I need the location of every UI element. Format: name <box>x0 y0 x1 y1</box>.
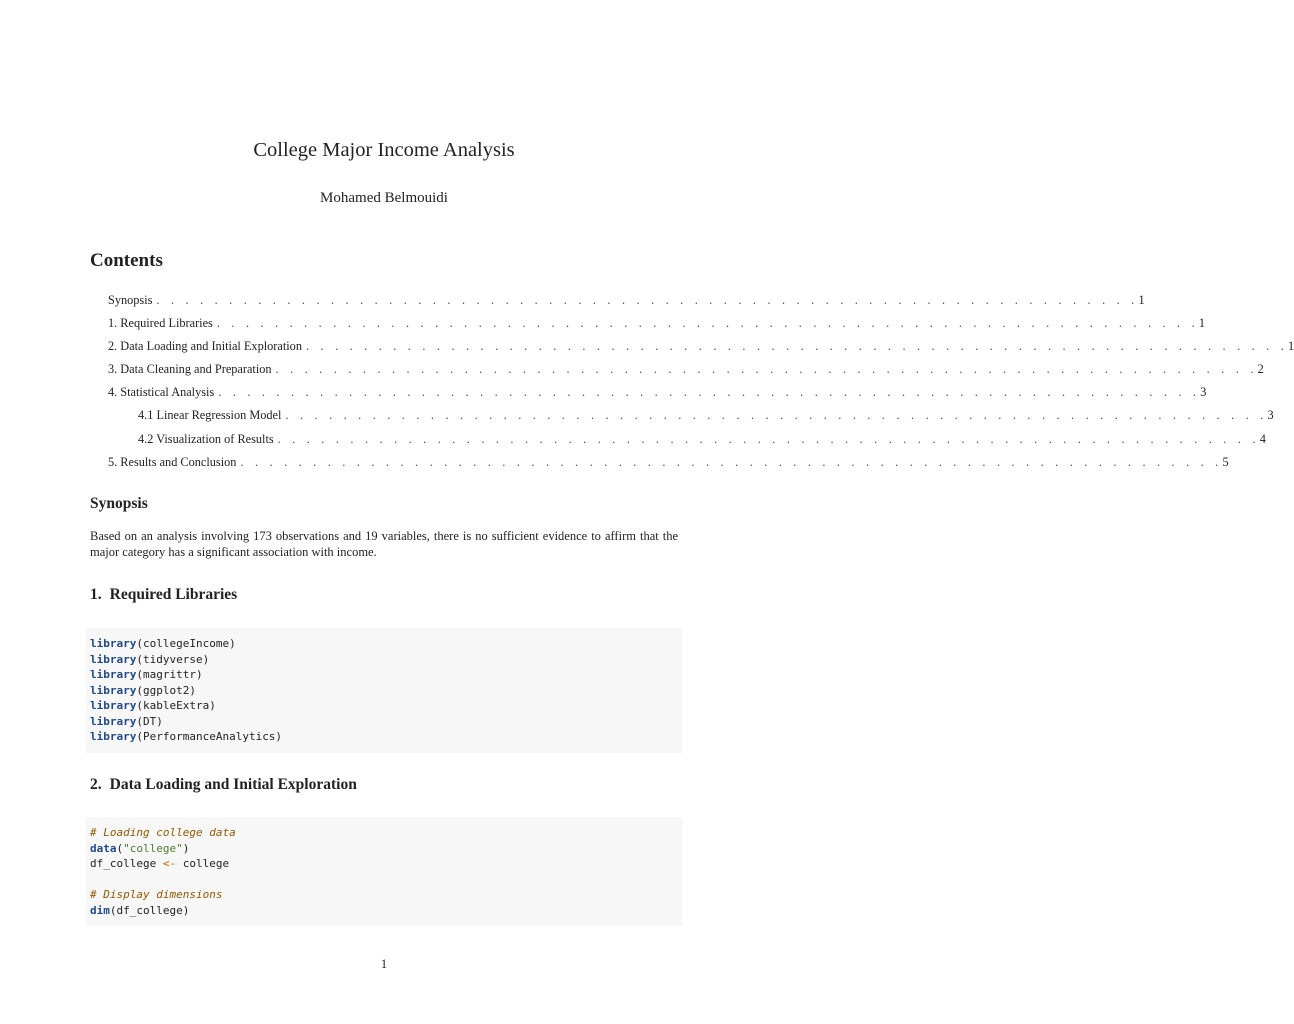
code-line <box>90 887 678 903</box>
code-function: data <box>90 841 117 855</box>
code-argument: (df_college) <box>109 903 190 917</box>
code-line <box>90 714 678 730</box>
toc-page-number: 5 <box>1222 454 1229 469</box>
code-function: library <box>90 652 137 666</box>
code-line <box>90 825 678 841</box>
section-number: 1. <box>90 586 102 603</box>
toc-leader: . . . . . . . . . . . . . . . . . . . . . . . . . . . . . . . . . . . . . . . . . . . . . . . . . . . . . . . . . . . . . . . . . . . . <box>218 385 1201 400</box>
toc-leader: . . . . . . . . . . . . . . . . . . . . . . . . . . . . . . . . . . . . . . . . . . . . . . . . . . . . . . . . . . . . . . . . . . . . <box>305 339 1288 354</box>
code-argument: (PerformanceAnalytics) <box>136 730 283 743</box>
toc-leader: . . . . . . . . . . . . . . . . . . . . . . . . . . . . . . . . . . . . . . . . . . . . . . . . . . . . . . . . . . . . . . . . . . . . <box>156 293 1139 307</box>
toc-leader: . . . . . . . . . . . . . . . . . . . . . . . . . . . . . . . . . . . . . . . . . . . . . . . . . . . . . . . . . . . . . . . . . . . . <box>240 454 1223 469</box>
code-function: library <box>90 730 137 743</box>
code-line <box>90 841 678 857</box>
code-argument: (ggplot2) <box>136 683 196 697</box>
toc-entry-linear-regression[interactable] <box>108 404 1274 427</box>
toc-page-number: 1 <box>1288 339 1294 354</box>
toc-leader: . . . . . . . . . . . . . . . . . . . . . . . . . . . . . . . . . . . . . . . . . . . . . . . . . . . . . . . . . . . . . . . . . . . . <box>275 362 1258 377</box>
toc-label: 1. Required Libraries <box>108 316 213 331</box>
synopsis-heading: Synopsis <box>90 495 148 512</box>
section-title: Required Libraries <box>109 586 238 603</box>
toc-page-number: 1 <box>1198 316 1206 331</box>
code-blank-line <box>90 872 678 888</box>
toc-page-number: 2 <box>1257 362 1264 377</box>
code-function: library <box>90 714 137 728</box>
code-line <box>90 729 678 745</box>
toc-entry-visualization[interactable] <box>108 428 1266 451</box>
section-heading-required-libraries <box>90 586 237 604</box>
code-line <box>90 903 678 919</box>
code-line <box>90 652 678 668</box>
document-author: Mohamed Belmouidi <box>320 190 448 206</box>
toc-label: 3. Data Cleaning and Preparation <box>108 362 272 377</box>
code-argument: (kableExtra) <box>136 699 216 712</box>
document-title: College Major Income Analysis <box>253 139 515 161</box>
toc-label: Synopsis <box>108 293 153 307</box>
toc-page-number: 1 <box>1138 293 1145 307</box>
code-function: dim <box>90 903 110 917</box>
code-function: library <box>90 699 137 712</box>
toc-label: 5. Results and Conclusion <box>108 454 237 469</box>
code-argument: (collegeIncome) <box>136 637 236 650</box>
toc-label: 2. Data Loading and Initial Exploration <box>108 339 302 354</box>
section-title: Data Loading and Initial Exploration <box>109 776 357 793</box>
toc-page-number: 3 <box>1200 385 1207 400</box>
synopsis-text: Based on an analysis involving 173 observations and 19 variables, there is no sufficient evidence to affirm that the major category has a significant association with income. <box>90 529 678 559</box>
section-heading-data-loading <box>90 776 357 794</box>
code-argument: (magrittr) <box>136 668 203 681</box>
toc-page-number: 4 <box>1259 431 1266 446</box>
code-argument: (DT) <box>136 714 163 728</box>
toc-label: 4. Statistical Analysis <box>108 385 215 400</box>
section-number: 2. <box>90 776 102 793</box>
code-line <box>90 667 678 683</box>
toc-page-number: 3 <box>1267 408 1274 423</box>
toc-leader: . . . . . . . . . . . . . . . . . . . . . . . . . . . . . . . . . . . . . . . . . . . . . . . . . . . . . . . . . . . . . . . . . . . . <box>216 316 1199 331</box>
contents-heading: Contents <box>90 250 163 271</box>
code-operator: <- <box>162 857 177 870</box>
code-paren: ) <box>182 841 190 855</box>
page-number: 1 <box>380 957 388 971</box>
table-of-contents <box>108 289 1294 474</box>
toc-entry-synopsis[interactable] <box>108 289 1145 312</box>
toc-entry-results[interactable] <box>108 451 1229 474</box>
toc-leader: . . . . . . . . . . . . . . . . . . . . . . . . . . . . . . . . . . . . . . . . . . . . . . . . . . . . . . . . . . . . . . . . . . . . <box>285 408 1268 423</box>
toc-entry-data-cleaning[interactable] <box>108 358 1264 381</box>
code-line <box>90 636 678 652</box>
toc-entry-required-libraries[interactable] <box>108 312 1206 335</box>
code-line <box>90 856 678 872</box>
code-string: "college" <box>123 841 183 855</box>
code-value: college <box>176 857 230 870</box>
code-argument: (tidyverse) <box>136 652 210 666</box>
toc-entry-statistical-analysis[interactable] <box>108 381 1207 404</box>
code-comment: # Loading college data <box>90 826 236 839</box>
code-variable: df_college <box>90 857 163 870</box>
code-comment: # Display dimensions <box>90 888 223 901</box>
code-function: library <box>90 683 137 697</box>
code-block-data-loading <box>86 817 682 926</box>
toc-leader: . . . . . . . . . . . . . . . . . . . . . . . . . . . . . . . . . . . . . . . . . . . . . . . . . . . . . . . . . . . . . . . . . . . . <box>277 431 1260 446</box>
toc-label: 4.2 Visualization of Results <box>138 431 274 446</box>
toc-entry-data-loading[interactable] <box>108 335 1294 358</box>
code-paren: ( <box>116 841 124 855</box>
code-function: library <box>90 637 137 650</box>
toc-label: 4.1 Linear Regression Model <box>138 408 282 423</box>
code-function: library <box>90 668 137 681</box>
code-block-libraries <box>86 628 682 753</box>
code-line <box>90 698 678 714</box>
code-line <box>90 683 678 699</box>
